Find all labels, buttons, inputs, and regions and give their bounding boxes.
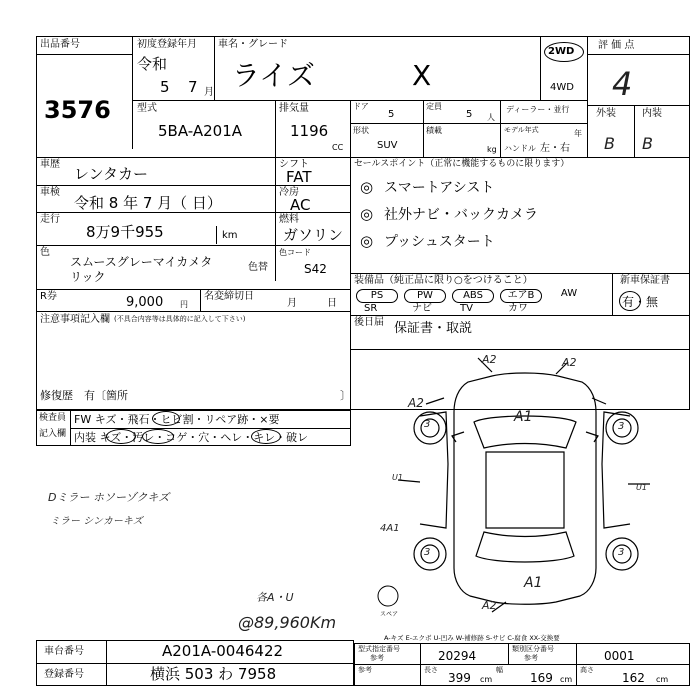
- circle-kizu: [106, 429, 136, 444]
- persons-unit: 人: [487, 113, 495, 122]
- reg-expiry-label: 名変締切日: [204, 291, 254, 302]
- class-label: 類別区分番号: [512, 645, 554, 653]
- doors-label: ドア: [353, 102, 369, 111]
- color-line-1: スムースグレーマイカメタ: [70, 255, 213, 269]
- body-outline: [454, 373, 596, 604]
- cc-unit: CC: [332, 143, 344, 152]
- kg-unit: kg: [487, 145, 497, 154]
- sanko-1: 参考: [370, 654, 384, 662]
- month-day: 月 日: [287, 298, 337, 309]
- dmg-a-top: A2: [482, 353, 497, 366]
- displacement: 1196: [290, 122, 329, 140]
- equipment-bottom-3: カワ: [508, 303, 528, 314]
- aircon-label: 冷房: [279, 187, 299, 198]
- ring-fr: 3: [618, 421, 625, 432]
- lot-number: 3576: [44, 96, 111, 124]
- equipment-bottom-1: ナビ: [412, 303, 432, 314]
- dmg-u-right: U1: [636, 483, 647, 492]
- handle-value: 左・右: [540, 143, 570, 154]
- grade: X: [412, 59, 432, 92]
- inspector-label-2: 記入欄: [39, 429, 67, 439]
- model-label: 型式: [137, 103, 157, 114]
- equipment-bottom-0: SR: [364, 303, 378, 314]
- interior-label: 内装: [642, 108, 662, 119]
- mileage-label: 走行: [40, 214, 60, 225]
- width-label: 幅: [496, 666, 503, 674]
- capacity-label: 定員: [426, 102, 442, 111]
- shift: FAT: [286, 168, 312, 186]
- selling-point-mark: ◎: [360, 205, 374, 223]
- color-code: S42: [304, 262, 327, 276]
- warranty-label: 新車保証書: [620, 275, 670, 286]
- hand-note-1: Dミラー ホソーゾクキズ: [48, 491, 170, 504]
- recycle-label: R券: [40, 291, 57, 302]
- equipment-bottom-2: TV: [460, 303, 473, 314]
- width: 169: [530, 671, 553, 685]
- chassis-label: 車台番号: [44, 646, 84, 657]
- interior-grade: B: [642, 134, 653, 153]
- exterior-label: 外装: [596, 108, 616, 119]
- history: レンタカー: [74, 165, 149, 183]
- aircon: AC: [290, 196, 311, 214]
- shift-label: シフト: [279, 159, 309, 170]
- selling-point-item: スマートアシスト: [384, 180, 495, 196]
- drive-4wd: 4WD: [550, 82, 574, 93]
- selling-point-item: 社外ナビ・バックカメラ: [384, 207, 538, 223]
- ring-fl: 3: [424, 419, 431, 430]
- repair-value: 有〔箇所: [84, 389, 128, 402]
- dmg-4a1: 4A1: [380, 523, 400, 534]
- dealer-label: ディーラー・並行: [506, 105, 570, 114]
- after-label: 後日届: [354, 317, 384, 328]
- rear-windshield: [476, 532, 574, 562]
- load-label: 積載: [426, 126, 442, 135]
- year-unit: 年: [574, 129, 582, 138]
- selling-point-item: プッシュスタート: [384, 234, 495, 250]
- displacement-label: 排気量: [279, 103, 309, 114]
- type-cert: 20294: [438, 649, 477, 663]
- fuel: ガソリン: [283, 226, 344, 244]
- hand-note-3: 各A・U: [256, 591, 294, 604]
- circle-hekomi: [251, 429, 281, 444]
- dmg-a-bottom: A2: [482, 599, 497, 612]
- dmg-a-hood: A1: [514, 409, 533, 425]
- doors: 5: [388, 109, 395, 120]
- capacity: 5: [466, 109, 473, 120]
- repair-close: 〕: [340, 389, 351, 402]
- circle-tobiishi: [152, 411, 180, 426]
- type-cert-label: 型式指定番号: [358, 645, 400, 653]
- first-reg-year: 5: [160, 78, 170, 96]
- color-line-2: リック: [70, 270, 106, 284]
- first-reg-label: 初度登録年月: [137, 39, 197, 50]
- exterior-grade: B: [604, 134, 615, 153]
- selling-points-title: セールスポイント（正常に機能するものに限ります）: [354, 159, 570, 169]
- inspection-value: 令和 8 年 7 月（ 日）: [74, 194, 222, 212]
- first-reg-month: 7: [188, 78, 198, 96]
- chassis: A201A-0046422: [162, 642, 284, 660]
- drive-2wd: 2WD: [548, 46, 575, 57]
- length: 399: [448, 671, 471, 685]
- plate-label: 登録番号: [44, 669, 84, 680]
- legend: A-キズ E-エクボ U-凹み W-補修跡 S-サビ C-腐食 XX-交換要: [384, 634, 560, 642]
- plate: 横浜 503 わ 7958: [150, 665, 277, 683]
- model: 5BA-A201A: [158, 122, 243, 140]
- handle-label: ハンドル: [504, 144, 536, 153]
- height: 162: [622, 671, 645, 685]
- sanko-2: 参考: [524, 654, 538, 662]
- caution-label: 注意事項記入欄: [40, 314, 110, 325]
- height-unit: cm: [656, 675, 669, 684]
- fuel-label: 燃料: [279, 214, 299, 225]
- equipment-title: 装備品（純正品に限り○をつけること）: [354, 275, 533, 286]
- roof: [486, 452, 564, 528]
- name-label: 車名・グレード: [218, 39, 288, 50]
- dmg-a-front-right: A2: [562, 356, 577, 369]
- spare-label: スペア: [380, 611, 399, 618]
- ring-rr: 3: [618, 547, 625, 558]
- shape-label: 形状: [353, 126, 369, 135]
- equipment-3: エアB: [500, 289, 542, 303]
- height-label: 高さ: [580, 666, 594, 674]
- selling-point-mark: ◎: [360, 178, 374, 196]
- dmg-a-front-left: A2: [408, 396, 424, 410]
- after-value: 保証書・取説: [394, 321, 473, 336]
- repair-label: 修復歴: [40, 389, 73, 402]
- lot-label: 出品番号: [40, 39, 80, 50]
- color-label: 色: [40, 247, 50, 258]
- inspector-row-1: FW キズ・飛石・ヒビ割・リペア跡・×要: [74, 413, 280, 426]
- inspector-row-2: 内装 キズ・汚レ・コゲ・穴・ヘレ・キレ・破レ: [74, 431, 309, 444]
- equipment-1: PW: [404, 289, 446, 303]
- history-label: 車歴: [40, 159, 60, 170]
- warranty-value: 有・無: [622, 295, 659, 309]
- equipment-0: PS: [356, 289, 398, 303]
- dmg-u-left: U1: [392, 473, 403, 482]
- selling-point-mark: ◎: [360, 232, 374, 250]
- caution-sub: (不具合内容等は具体的に記入して下さい): [114, 315, 246, 323]
- circle-yogore: [142, 429, 174, 444]
- km-unit: km: [222, 230, 238, 241]
- yen-unit: 円: [180, 300, 188, 309]
- warranty-circle: [619, 291, 641, 311]
- length-unit: cm: [480, 675, 493, 684]
- era: 令和: [137, 55, 168, 73]
- inspector-label-1: 検査員: [39, 413, 67, 423]
- recycle-value: 9,000: [126, 295, 164, 310]
- hand-note-2: ミラー シンカーキズ: [50, 516, 143, 527]
- shape: SUV: [377, 140, 398, 151]
- width-unit: cm: [560, 675, 573, 684]
- inspection-label: 車検: [40, 187, 60, 198]
- equipment-4: AW: [560, 288, 578, 299]
- class-num: 0001: [604, 649, 635, 663]
- equipment-2: ABS: [452, 289, 494, 303]
- color-change-label: 色替: [248, 262, 268, 273]
- hand-note-4: @89,960Km: [238, 613, 337, 632]
- month-suffix: 月: [204, 87, 214, 98]
- score: 4: [612, 65, 633, 103]
- mileage: 8万9千955: [86, 223, 164, 241]
- length-label: 長さ: [424, 666, 438, 674]
- car-name: ライズ: [232, 59, 315, 92]
- ring-rl: 3: [424, 547, 431, 558]
- color-code-label: 色コード: [279, 248, 311, 257]
- size-label: 参考: [358, 666, 372, 674]
- dmg-a-rear: A1: [524, 575, 543, 591]
- model-year-label: モデル年式: [504, 126, 539, 134]
- score-label: 評 価 点: [598, 40, 635, 51]
